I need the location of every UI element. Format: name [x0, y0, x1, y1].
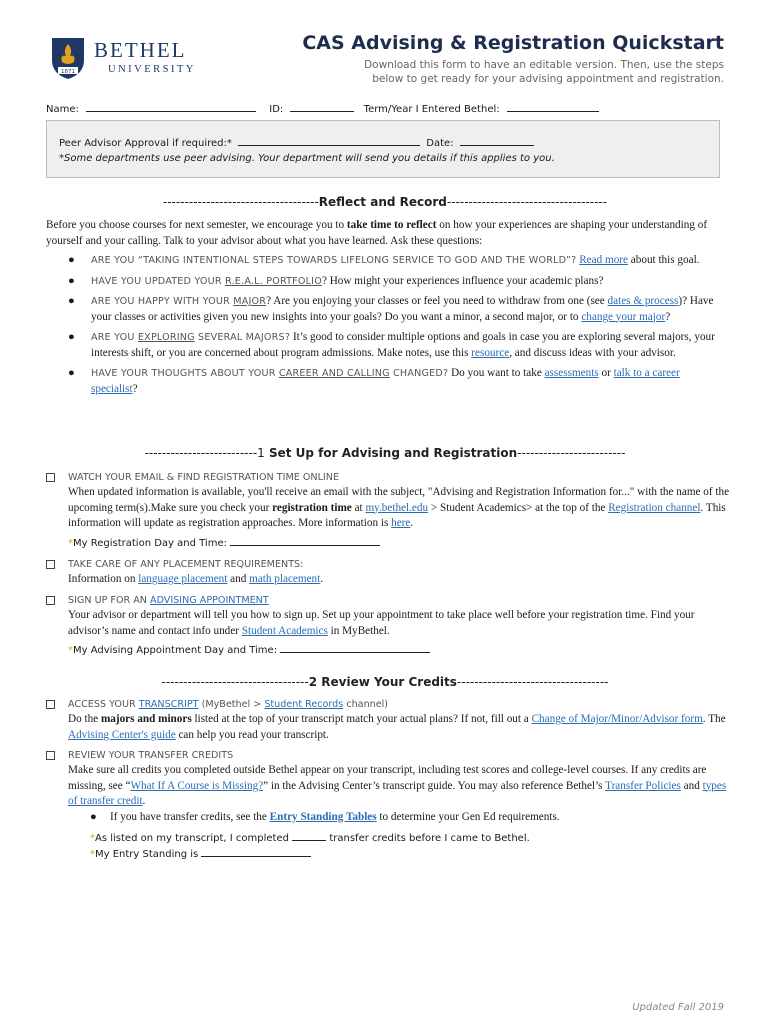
career-specialist-link[interactable]: talk to a career specialist	[91, 367, 680, 395]
checklist-item-transfer: REVIEW YOUR TRANSFER CREDITS Make sure all credits you completed outside Bethel appear on your transcript, including test scores and college-level courses. If any credits are missing, see “What If A Course is Missing?” in the Advising Center’s transcript guide. You may also reference Bethel’s Transfer Policies and types of transfer credit. ● If you have transfer credits, see the Entry Standing Tables to determine your Gen Ed requirements. *As listed on my transcript, I completed transfer credits before I came to Bethel. *My Entry Standing is	[46, 748, 730, 862]
bethel-logo	[50, 36, 210, 80]
registration-time-field[interactable]	[230, 535, 380, 546]
list-item: ● If you have transfer credits, see the Entry Standing Tables to determine your Gen Ed requirements.	[90, 810, 560, 823]
page-subtitle: Download this form to have an editable version. Then, use the steps below to get ready for your advising appointment and registration.	[364, 59, 724, 85]
transfer-credits-line: *As listed on my transcript, I completed transfer credits before I came to Bethel.	[68, 830, 730, 846]
email-instructions: When updated information is available, you'll receive an email with the subject, "Advising and Registration Information for..." with the name of the upcoming term(s).Make sure you check your registration time at my.bethel.edu > Student Academics> at the top of the Registration channel. This information will update as registration approaches. More information is here.	[68, 486, 730, 529]
change-major-link[interactable]: change your major	[581, 310, 666, 323]
page-title: CAS Advising & Registration Quickstart	[302, 32, 724, 54]
transcript-link[interactable]: TRANSCRIPT	[138, 699, 199, 710]
peer-approval-line	[59, 135, 707, 151]
checkbox[interactable]	[46, 751, 55, 760]
id-field[interactable]	[290, 101, 354, 112]
peer-approval-label: Peer Advisor Approval if required:*	[59, 138, 232, 149]
advising-guide-link[interactable]: Advising Center's guide	[68, 728, 176, 741]
list-item: ● HAVE YOUR THOUGHTS ABOUT YOUR CAREER AND CALLING CHANGED? Do you want to take assessments or talk to a career specialist?	[68, 367, 680, 395]
advising-time-field[interactable]	[280, 642, 430, 653]
logo-year: 1871	[61, 69, 75, 75]
list-item: ● ARE YOU “TAKING INTENTIONAL STEPS TOWARDS LIFELONG SERVICE TO GOD AND THE WORLD”? Read more about this goal.	[68, 254, 700, 266]
list-item: ● HAVE YOU UPDATED YOUR R.E.A.L. PORTFOLIO? How might your experiences influence your academic plans?	[68, 274, 604, 287]
shield-icon	[50, 36, 86, 80]
checkbox[interactable]	[46, 473, 55, 482]
entry-standing-link[interactable]: Entry Standing Tables	[269, 810, 377, 823]
term-field[interactable]	[507, 101, 599, 112]
entry-standing-field[interactable]	[201, 846, 311, 857]
transfer-policies-link[interactable]: Transfer Policies	[605, 779, 681, 792]
registration-channel-link[interactable]: Registration channel	[608, 501, 701, 514]
peer-note: *Some departments use peer advising. Your department will send you details if this applies to you.	[59, 153, 555, 164]
peer-advisor-box	[46, 120, 720, 178]
checklist-item-transcript: ACCESS YOUR TRANSCRIPT (MyBethel > Student Records channel) Do the majors and minors listed at the top of your transcript match your actual plans? If not, fill out a Change of Major/Minor/Advisor form. The Advising Center's guide can help you read your transcript.	[46, 697, 730, 743]
term-label: Term/Year I Entered Bethel:	[363, 104, 500, 115]
peer-approval-field[interactable]	[238, 135, 420, 146]
read-more-link[interactable]: Read more	[579, 254, 628, 266]
advising-time-line: *My Advising Appointment Day and Time:	[68, 642, 730, 658]
reflect-intro: Before you choose courses for next semester, we encourage you to take time to reflect on how your experiences are shaping your understanding of yourself and your calling. Talk to your advisor about what you have learned. Ask these questions:	[46, 219, 708, 247]
student-records-link[interactable]: Student Records	[264, 699, 344, 710]
section-heading-reflect: ------------------------------------Reflect and Record-------------------------------------	[162, 195, 608, 209]
mybethel-link[interactable]: my.bethel.edu	[365, 501, 429, 514]
career-calling-link[interactable]: CAREER AND CALLING	[278, 368, 390, 379]
id-label: ID:	[269, 104, 284, 115]
exploring-link[interactable]: EXPLORING	[137, 332, 195, 343]
logo-word-bethel: BETHEL	[94, 38, 187, 62]
major-link[interactable]: MAJOR	[233, 296, 267, 307]
reflect-questions-list	[46, 253, 726, 402]
section-heading-credits: ----------------------------------2 Review Your Credits-----------------------------------	[161, 675, 609, 689]
checkbox[interactable]	[46, 700, 55, 709]
name-label: Name:	[46, 104, 79, 115]
updated-date: Updated Fall 2019	[632, 1002, 724, 1013]
transfer-credits-field[interactable]	[292, 830, 326, 841]
checklist-item-advising: SIGN UP FOR AN ADVISING APPOINTMENT Your advisor or department will tell you how to sign up. Set up your appointment to take place well before your registration time. Find your advisor’s name and contact info under Student Academics in MyBethel. *My Advising Appointment Day and Time:	[46, 593, 730, 658]
student-info-line	[46, 101, 599, 115]
date-field[interactable]	[460, 135, 534, 146]
name-field[interactable]	[86, 101, 256, 112]
resource-link[interactable]: resource	[471, 346, 510, 359]
logo-word-university: UNIVERSITY	[108, 64, 196, 75]
registration-time-line: *My Registration Day and Time:	[68, 535, 730, 551]
change-form-link[interactable]: Change of Major/Minor/Advisor form	[531, 713, 703, 725]
date-label: Date:	[426, 138, 454, 149]
entry-standing-line: *My Entry Standing is	[68, 846, 730, 862]
transfer-credit-types-link[interactable]: types of transfer credit	[68, 779, 727, 807]
list-item: ● ARE YOU HAPPY WITH YOUR MAJOR? Are you enjoying your classes or feel you need to withdraw from one (see dates & process)? Have your classes or activities given you new insights into your goals? Do you want a minor, a second major, or to change your major?	[68, 295, 714, 323]
more-info-link[interactable]: here	[391, 517, 411, 529]
checkbox[interactable]	[46, 560, 55, 569]
assessments-link[interactable]: assessments	[544, 367, 599, 379]
checkbox[interactable]	[46, 596, 55, 605]
missing-course-link[interactable]: What If A Course is Missing?	[130, 779, 264, 792]
checklist-item-email: WATCH YOUR EMAIL & FIND REGISTRATION TIME ONLINE When updated information is available, you'll receive an email with the subject, "Advising and Registration Information for..." with the name of the upcoming term(s).Make sure you check your registration time at my.bethel.edu > Student Academics> at the top of the Registration channel. This information will update as registration approaches. More information is here. *My Registration Day and Time:	[46, 470, 730, 551]
advising-appointment-link[interactable]: ADVISING APPOINTMENT	[150, 595, 269, 606]
math-placement-link[interactable]: math placement	[249, 573, 321, 585]
list-item: ● ARE YOU EXPLORING SEVERAL MAJORS? It’s good to consider multiple options and goals in case you are exploring several majors, your interests shift, or you are concerned about program admissions. Make notes, use this resource, and discuss ideas with your advisor.	[68, 331, 715, 359]
dates-process-link[interactable]: dates & process	[607, 295, 679, 307]
checklist-item-placement: TAKE CARE OF ANY PLACEMENT REQUIREMENTS: Information on language placement and math placement.	[46, 557, 730, 588]
section-heading-setup: --------------------------1 Set Up for Advising and Registration-------------------------	[144, 446, 626, 460]
real-portfolio-link[interactable]: R.E.A.L. PORTFOLIO	[225, 275, 322, 287]
student-academics-link[interactable]: Student Academics	[241, 624, 328, 637]
language-placement-link[interactable]: language placement	[138, 573, 228, 585]
